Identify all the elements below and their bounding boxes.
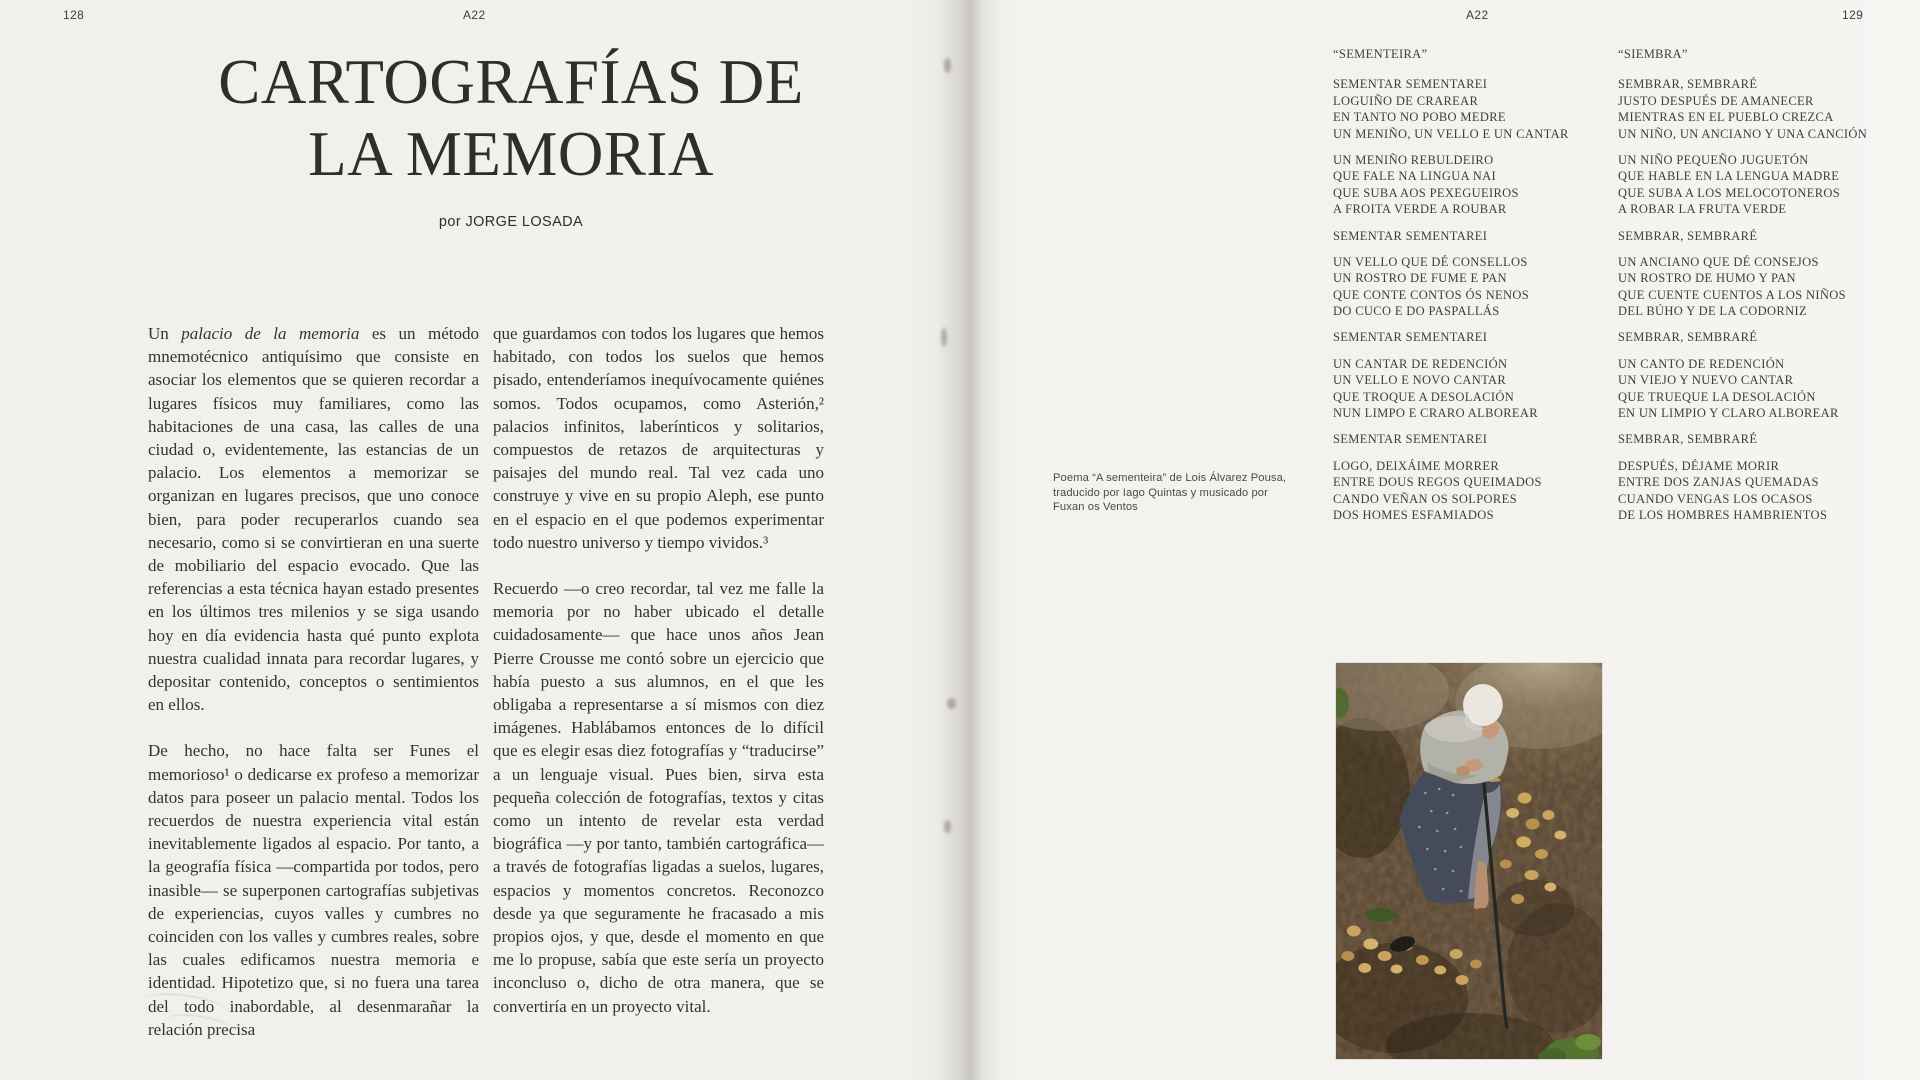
poem-line: ENTRE DOUS REGOS QUEIMADOS — [1333, 475, 1542, 490]
poem-line: UN ROSTRO DE FUME E PAN — [1333, 271, 1507, 286]
poem-galician-title: “SEMENTEIRA” — [1333, 47, 1428, 61]
article-byline: por JORGE LOSADA — [438, 214, 584, 230]
poem-line — [1618, 244, 1918, 254]
poem-line: UN ANCIANO QUE DÉ CONSEJOS — [1618, 254, 1819, 269]
poem-line: QUE TROQUE A DESOLACIÓN — [1333, 389, 1515, 404]
page-number-right: 129 — [1842, 8, 1864, 22]
poem-line: UN MENIÑO REBULDEIRO — [1333, 152, 1494, 167]
poem-line: QUE CUENTE CUENTOS A LOS NIÑOS — [1618, 287, 1846, 302]
poem-line: SEMBRAR, SEMBRARÉ — [1618, 228, 1758, 243]
paragraph-1-lead: Un — [148, 324, 182, 343]
poem-line — [1333, 142, 1633, 152]
poem-line: UN ROSTRO DE HUMO Y PAN — [1618, 271, 1796, 286]
fold-smudge — [944, 820, 951, 833]
poem-line: UN VELLO E NOVO CANTAR — [1333, 373, 1507, 388]
photo-woman-harvesting-potatoes — [1336, 663, 1602, 1059]
poem-line: SEMENTAR SEMENTAREI — [1333, 330, 1488, 345]
article-title-block — [150, 46, 872, 230]
poem-line — [1618, 142, 1918, 152]
caption-line: Fuxan os Ventos — [1053, 501, 1138, 514]
paragraph-3: que guardamos con todos los lugares que hemos habitado, con todos los suelos que hemos pisado, entenderíamos inequívocamente quiénes somos. Todos ocupamos, como Asterión,² palacios infinitos, laberínticos y solitarios, compuestos de retazos de arquitecturas y paisajes del mundo real. Tal vez cada uno construye y vive en su propio Aleph, ese punto en el espacio en el que podemos experimentar todo nuestro universo y tiempo vividos.³ — [493, 324, 824, 552]
poem-spanish-title: “SIEMBRA” — [1618, 47, 1688, 61]
running-head-right: A22 — [1466, 8, 1489, 22]
poem-line: DE LOS HOMBRES HAMBRIENTOS — [1618, 507, 1828, 522]
poem-line: ENTRE DOS ZANJAS QUEMADAS — [1618, 475, 1819, 490]
poem-line: JUSTO DESPUÉS DE AMANECER — [1618, 93, 1814, 108]
fold-smudge — [944, 58, 951, 73]
poem-line: UN VIEJO Y NUEVO CANTAR — [1618, 373, 1794, 388]
poem-line: SEMBRAR, SEMBRARÉ — [1618, 330, 1758, 345]
poem-line: CANDO VEÑAN OS SOLPORES — [1333, 491, 1517, 506]
poem-line: DOS HOMES ESFAMIADOS — [1333, 507, 1494, 522]
article-title — [150, 46, 872, 190]
body-column-1 — [148, 322, 479, 1064]
title-line-2: LA MEMORIA — [308, 119, 714, 189]
poem-line — [1333, 421, 1633, 431]
poem-line: SEMENTAR SEMENTAREI — [1333, 77, 1488, 92]
poem-line: QUE HABLE EN LA LENGUA MADRE — [1618, 169, 1840, 184]
poem-line: UN CANTAR DE REDENCIÓN — [1333, 356, 1508, 371]
poem-line: A FROITA VERDE A ROUBAR — [1333, 202, 1507, 217]
poem-line — [1618, 346, 1918, 356]
poem-line: UN NIÑO PEQUEÑO JUGUETÓN — [1618, 152, 1809, 167]
poem-line: LOGO, DEIXÁIME MORRER — [1333, 458, 1500, 473]
poem-line — [1618, 421, 1918, 431]
body-column-2 — [493, 322, 824, 1064]
poem-line: DEL BÚHO Y DE LA CODORNIZ — [1618, 304, 1807, 319]
poem-line: UN VELLO QUE DÉ CONSELLOS — [1333, 254, 1528, 269]
poem-line: SEMENTAR SEMENTAREI — [1333, 432, 1488, 447]
poem-line — [1618, 448, 1918, 458]
poem-line: UN MENIÑO, UN VELLO E UN CANTAR — [1333, 126, 1569, 141]
poem-line: LOGUIÑO DE CRAREAR — [1333, 93, 1479, 108]
poem-line: QUE SUBA AOS PEXEGUEIROS — [1333, 185, 1519, 200]
running-head-left: A22 — [463, 8, 486, 22]
poem-line: SEMBRAR, SEMBRARÉ — [1618, 432, 1758, 447]
fold-smudge — [947, 698, 956, 709]
poem-line — [1618, 218, 1918, 228]
poem-line: UN CANTO DE REDENCIÓN — [1618, 356, 1785, 371]
poem-line: DO CUCO E DO PASPALLÁS — [1333, 304, 1500, 319]
poem-spanish-lines — [1618, 76, 1918, 523]
caption-line: Poema “A sementeira” de Lois Álvarez Pousa, — [1053, 472, 1287, 484]
poem-line — [1618, 319, 1918, 329]
poem-line — [1333, 218, 1633, 228]
poem-line: QUE FALE NA LINGUA NAI — [1333, 169, 1497, 184]
paragraph-2: De hecho, no hace falta ser Funes el memorioso¹ o dedicarse ex profeso a memorizar datos para poseer un palacio mental. Todos los recuerdos de nuestra experiencia vital están inevitablemente ligados al espacio. Por tanto, a la geografía física —compartida por todos, pero inasible— se superponen cartografías subjetivas de experiencias, cuyos valles y cumbres no coinciden con los valles y cumbres reales, sobre las cuales edificamos nuestra memoria e identidad. Hipotetizo que, si no fuera una tarea del todo inabordable, al desenmarañar la relación precisa — [148, 741, 479, 1039]
poem-line — [1333, 448, 1633, 458]
poem-line: A ROBAR LA FRUTA VERDE — [1618, 202, 1787, 217]
poem-galician-lines — [1333, 76, 1633, 523]
paragraph-1-rest: es un método mnemotécnico antiquísimo que consiste en asociar los elementos que se quieren recordar a lugares físicos muy familiares, como las habitaciones de una casa, las calles de una ciudad o, evidentemente, las estancias de un palacio. Los elementos a memorizar se organizan en lugares precisos, que uno conoce bien, para poder recuperarlos cuando sea necesario, como si se convirtieran en una suerte de mobiliario del espacio evocado. Que las referencias a esta técnica hayan estado presentes en los últimos tres milenios y se siga usando hoy en día evidencia hasta qué punto explota nuestra cualidad innata para recordar lugares, y depositar contenido, conceptos o sentimientos en ellos. — [148, 324, 479, 715]
poem-line: QUE TRUEQUE LA DESOLACIÓN — [1618, 389, 1816, 404]
poem-line: CUANDO VENGAS LOS OCASOS — [1618, 491, 1813, 506]
poem-line: DESPUÉS, DÉJAME MORIR — [1618, 458, 1780, 473]
poem-galician — [1333, 46, 1633, 523]
poem-line: EN UN LIMPIO Y CLARO ALBOREAR — [1618, 406, 1839, 421]
poem-line: SEMBRAR, SEMBRARÉ — [1618, 77, 1758, 92]
article-body — [148, 322, 824, 1064]
poem-line — [1333, 319, 1633, 329]
title-line-1: CARTOGRAFÍAS DE — [218, 47, 804, 117]
poem-spanish — [1618, 46, 1918, 523]
page-left — [0, 0, 955, 1080]
photo-illustration — [1336, 663, 1602, 1059]
poem-line: QUE CONTE CONTOS ÓS NENOS — [1333, 287, 1530, 302]
poem-line: EN TANTO NO POBO MEDRE — [1333, 110, 1506, 125]
poem-line — [1333, 346, 1633, 356]
paragraph-4: Recuerdo —o creo recordar, tal vez me falle la memoria por no haber ubicado el detalle cuidadosamente— que hace unos años Jean Pierre Crousse me contó sobre un ejercicio que había puesto a sus alumnos, en el que les obligaba a representarse a sí mismos con diez imágenes. Hablábamos entonces de lo difícil que es elegir esas diez fotografías y “traducirse” a un lenguaje visual. Pues bien, sirva esta pequeña colección de fotografías, textos y citas como un intento de revelar esta verdad biográfica —y por tanto, también cartográfica— a través de fotografías ligadas a suelos, lugares, espacios y momentos concretos. Reconozco desde ya que seguramente he fracasado a mis propios ojos, y que, desde el momento en que me lo propuse, sabía que este sería un proyecto inconcluso o, dicho de otra manera, que se convertiría en un proyecto vital. — [493, 579, 824, 1016]
caption-line: traducido por Iago Quintas y musicado por — [1053, 486, 1268, 499]
poem-line: QUE SUBA A LOS MELOCOTONEROS — [1618, 185, 1841, 200]
poem-line: SEMENTAR SEMENTAREI — [1333, 228, 1488, 243]
poem-line — [1333, 244, 1633, 254]
poem-line: NUN LIMPO E CRARO ALBOREAR — [1333, 406, 1538, 421]
poem-line: UN NIÑO, UN ANCIANO Y UNA CANCIÓN — [1618, 126, 1868, 141]
page-number-left: 128 — [63, 8, 85, 22]
paragraph-1-italic-phrase: palacio de la memoria — [181, 324, 360, 343]
fold-smudge — [941, 328, 947, 347]
poem-line: MIENTRAS EN EL PUEBLO CREZCA — [1618, 110, 1834, 125]
paragraph-1 — [148, 322, 479, 716]
poem-caption — [1053, 471, 1293, 515]
